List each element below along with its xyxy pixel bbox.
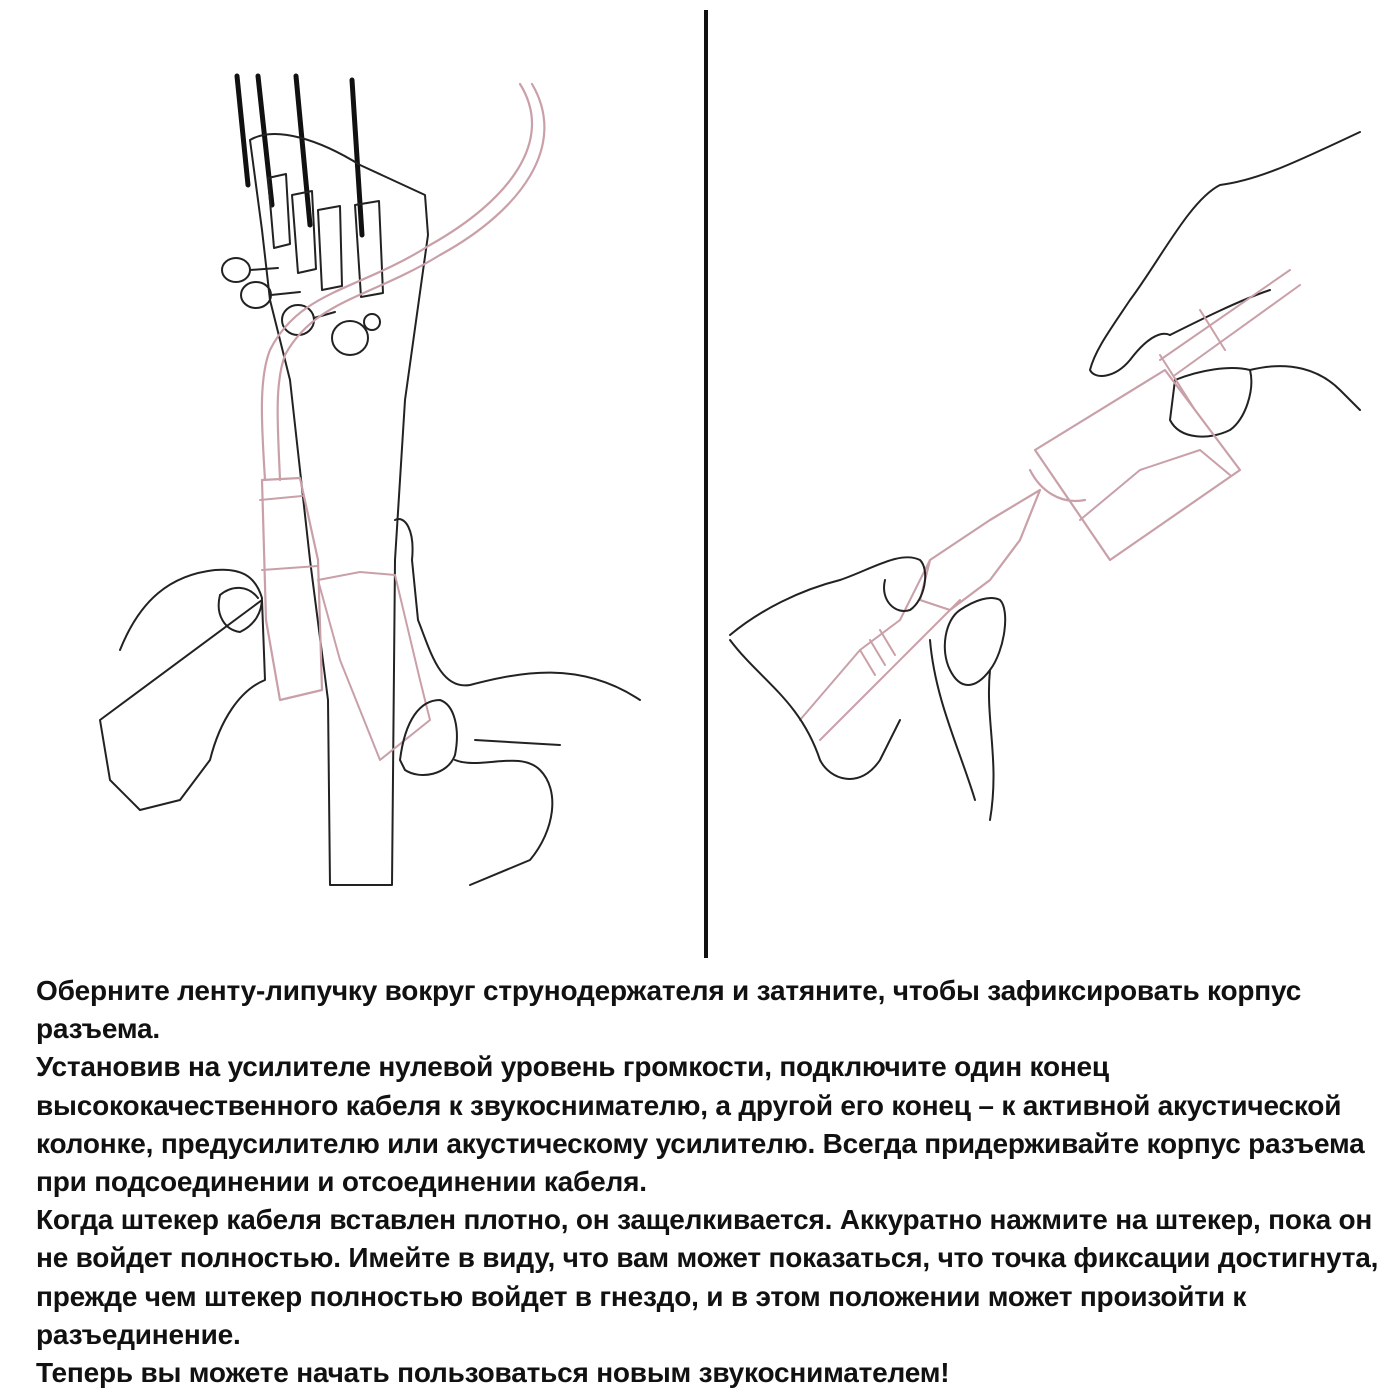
instruction-paragraph-2: Установив на усилителе нулевой уровень громкости, подключите один конец высококачественного кабеля к звукоснимателю, а другой его конец – к активной акустической колонке, предусилителю или акустическому усилителю. Всегда придерживайте корпус разъема при подсоединении и отсоединении кабеля. [36,1051,1365,1198]
hand-fastening-strap-on-tailpiece-icon [100,76,640,885]
instruction-paragraph-4: Теперь вы можете начать пользоваться новым звукоснимателем! [36,1357,950,1389]
instruction-paragraph-1: Оберните ленту-липучку вокруг струнодержателя и затяните, чтобы зафиксировать корпус разъема. [36,975,1302,1045]
instruction-paragraph-3: Когда штекер кабеля вставлен плотно, он защелкивается. Аккуратно нажмите на штекер, пока он не войдет полностью. Имейте в виду, что вам может показаться, что точка фиксации достигнута, прежде чем штекер полностью войдет в гнездо, и в этом положении может произойти к разъединение. [36,1204,1379,1350]
instructions-text [36,972,1386,1392]
hands-plugging-cable-into-connector-icon [730,132,1360,820]
